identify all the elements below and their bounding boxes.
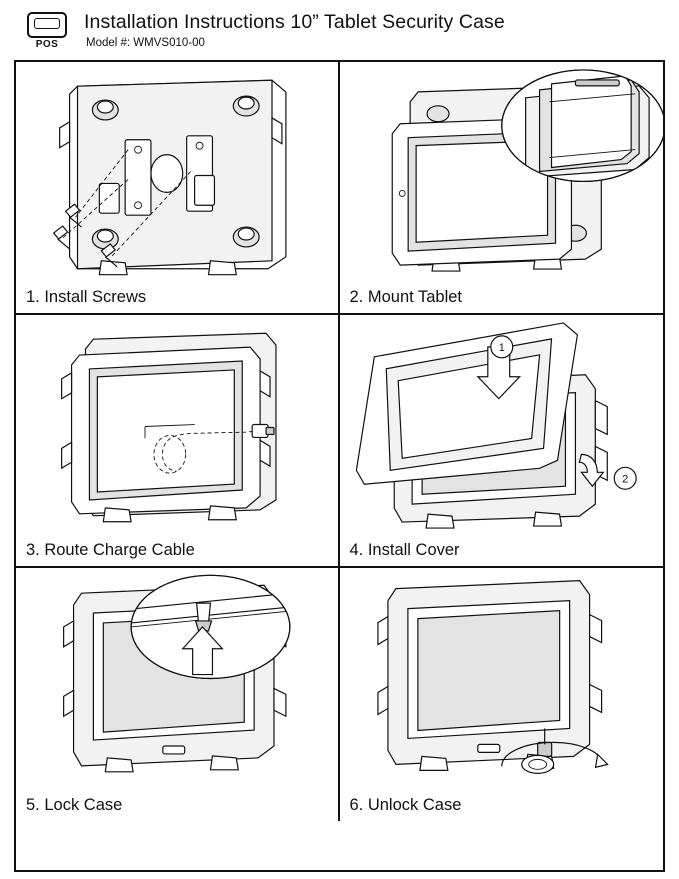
steps-grid (14, 60, 665, 872)
step-caption-5: 5. Lock Case (26, 796, 123, 814)
step-caption-6: 6. Unlock Case (349, 796, 462, 814)
lock-case-illustration (16, 568, 338, 793)
unlock-case-illustration (340, 568, 664, 793)
model-number: Model #: WMVS010-00 (86, 37, 205, 49)
tablet-mounted-in-case-illustration (340, 62, 664, 285)
step-panel-4 (340, 315, 664, 568)
step-caption-3: 3. Route Charge Cable (26, 541, 195, 559)
step-caption-1: 1. Install Screws (26, 288, 147, 306)
step-caption-2: 2. Mount Tablet (349, 288, 463, 306)
step-panel-3 (16, 315, 340, 568)
document-header (14, 10, 665, 56)
step-panel-2 (340, 62, 664, 315)
step-panel-5 (16, 568, 340, 821)
brand-logo (18, 10, 76, 50)
page-title: Installation Instructions 10” Tablet Security Case (84, 11, 505, 33)
backplate-with-screws-illustration (16, 62, 338, 285)
brand-logo-label: POS (35, 39, 59, 50)
step-panel-6 (340, 568, 664, 821)
step-caption-4: 4. Install Cover (349, 541, 460, 559)
cover-installation-illustration (340, 315, 664, 538)
callout-number-1: 1 (498, 341, 505, 354)
tablet-outline-icon (27, 12, 67, 38)
step-panel-1 (16, 62, 340, 315)
charge-cable-routing-illustration (16, 315, 338, 538)
callout-number-2: 2 (621, 473, 628, 486)
title-block (76, 10, 665, 51)
